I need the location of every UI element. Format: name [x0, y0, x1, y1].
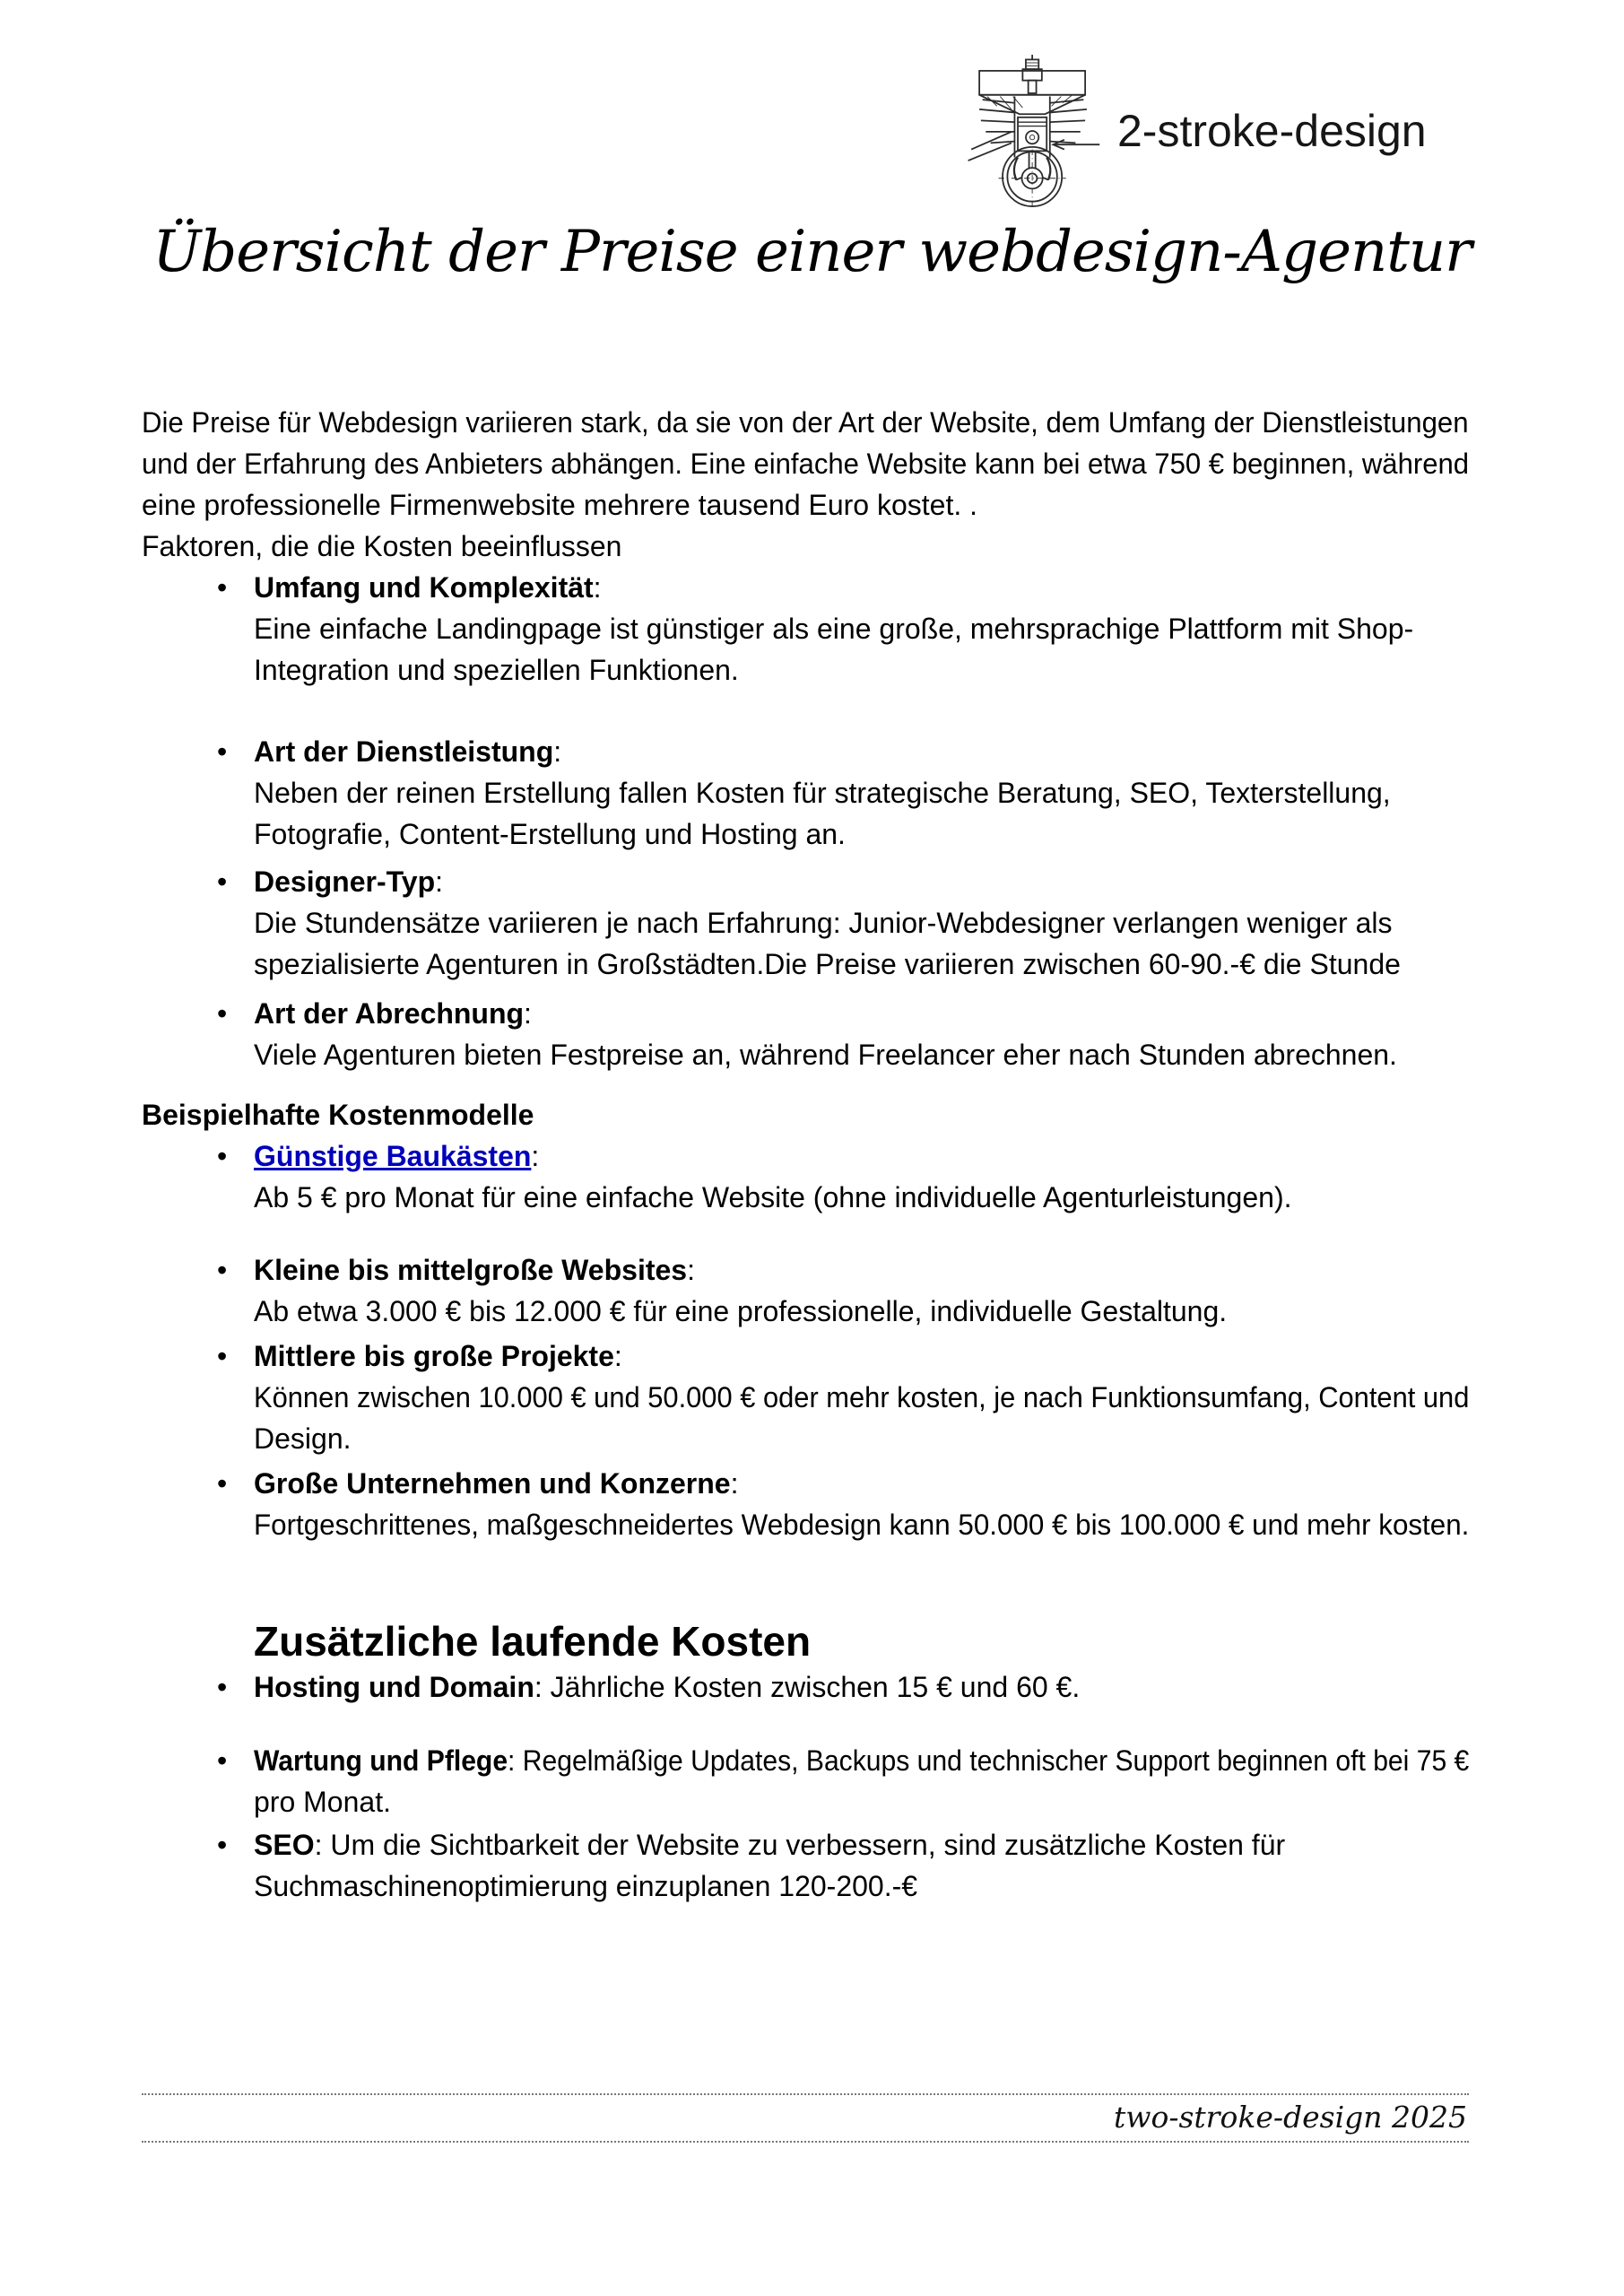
document-body	[142, 402, 1469, 1907]
item-text: : Um die Sichtbarkeit der Website zu verbessern, sind zusätzliche Kosten für	[314, 1829, 1286, 1861]
item-label: Große Unternehmen und Konzerne	[254, 1467, 731, 1500]
item-label: Designer-Typ	[254, 865, 436, 898]
bullet-icon: •	[217, 1254, 228, 1286]
running-costs-list	[142, 1666, 1469, 1907]
bullet-icon: •	[217, 1467, 228, 1500]
colon: :	[524, 997, 532, 1030]
item-text-line	[254, 1740, 1470, 1781]
list-item-abrechnung	[142, 993, 1469, 1075]
item-label: Mittlere bis große Projekte	[254, 1340, 614, 1372]
brand-name: 2-stroke-design	[1117, 106, 1427, 156]
item-desc-line: Neben der reinen Erstellung fallen Kosten für strategische Beratung, SEO, Texterstellung,	[254, 777, 1391, 809]
item-desc-line: Ab 5 € pro Monat für eine einfache Website (ohne individuelle Agenturleistungen).	[254, 1181, 1292, 1213]
item-desc-line: Können zwischen 10.000 € und 50.000 € oder mehr kosten, je nach Funktionsumfang, Content und	[254, 1381, 1470, 1413]
page-title: Übersicht der Preise einer webdesign-Agentur	[152, 219, 1472, 285]
footer-credit: two-stroke-design 2025	[1113, 2100, 1467, 2135]
colon: :	[593, 571, 602, 604]
bullet-icon: •	[217, 997, 228, 1030]
bullet-icon: •	[217, 865, 228, 898]
item-label: Kleine bis mittelgroße Websites	[254, 1254, 688, 1286]
section-heading-laufende-kosten: Zusätzliche laufende Kosten	[254, 1618, 812, 1665]
list-item-kleine-websites	[142, 1249, 1469, 1332]
item-desc-line: Eine einfache Landingpage ist günstiger als eine große, mehrsprachige Plattform mit Shop-	[254, 613, 1414, 645]
two-stroke-engine-logo-icon	[965, 52, 1101, 210]
item-label: Umfang und Komplexität	[254, 571, 594, 604]
models-list	[142, 1135, 1469, 1545]
bullet-icon: •	[217, 1671, 228, 1703]
bullet-icon: •	[217, 1829, 228, 1861]
colon: :	[730, 1467, 739, 1500]
bullet-icon: •	[217, 1744, 228, 1777]
item-label: SEO	[254, 1829, 315, 1861]
item-label-line	[254, 993, 1469, 1034]
list-item-konzerne	[142, 1463, 1469, 1545]
list-item-mittlere-projekte	[142, 1335, 1469, 1459]
section-heading-kostenmodelle: Beispielhafte Kostenmodelle	[142, 1099, 534, 1131]
colon: :	[553, 735, 562, 768]
header	[965, 52, 1427, 210]
item-desc-line: Viele Agenturen bieten Festpreise an, während Freelancer eher nach Stunden abrechnen.	[254, 1039, 1397, 1071]
item-label-line	[254, 861, 1469, 902]
intro-paragraph	[142, 402, 1469, 567]
list-item-seo	[142, 1824, 1469, 1907]
bullet-icon: •	[217, 571, 228, 604]
factors-list	[142, 567, 1469, 1075]
intro-line: eine professionelle Firmenwebsite mehrere tausend Euro kostet. .	[142, 489, 978, 521]
colon: :	[687, 1254, 695, 1286]
item-label-line	[254, 567, 1469, 608]
item-desc-line: Fotografie, Content-Erstellung und Hosting an.	[254, 818, 846, 850]
item-label-line	[254, 1335, 1469, 1377]
list-item-wartung	[142, 1740, 1469, 1822]
intro-line: Faktoren, die die Kosten beeinflussen	[142, 530, 622, 562]
list-item-designer-typ	[142, 861, 1469, 985]
item-label-line	[254, 731, 1469, 772]
list-item-umfang	[142, 567, 1469, 691]
bullet-icon: •	[217, 735, 228, 768]
item-desc-line: Design.	[254, 1422, 352, 1455]
intro-line: Die Preise für Webdesign variieren stark, da sie von der Art der Website, dem Umfang der Dienstleistungen	[142, 406, 1469, 439]
bullet-icon: •	[217, 1340, 228, 1372]
item-label: Hosting und Domain	[254, 1671, 534, 1703]
item-desc-line: Integration und speziellen Funktionen.	[254, 654, 739, 686]
list-item-dienstleistung	[142, 731, 1469, 855]
item-desc-line: spezialisierte Agenturen in Großstädten.Die Preise variieren zwischen 60-90.-€ die Stunde	[254, 948, 1401, 980]
item-label: Art der Dienstleistung	[254, 735, 554, 768]
item-text-line: pro Monat.	[254, 1786, 391, 1818]
intro-line: und der Erfahrung des Anbieters abhängen. Eine einfache Website kann bei etwa 750 € beginnen, während	[142, 448, 1470, 480]
item-text-line	[254, 1666, 1469, 1708]
colon: :	[435, 865, 443, 898]
item-text-line	[254, 1824, 1469, 1866]
footer	[142, 2093, 1469, 2143]
item-label-line	[254, 1463, 1469, 1504]
colon: :	[531, 1140, 540, 1172]
item-text: : Regelmäßige Updates, Backups und technischer Support beginnen oft bei 75 €	[508, 1744, 1470, 1777]
colon: :	[613, 1340, 622, 1372]
item-label-line	[254, 1135, 1469, 1177]
item-label: Wartung und Pflege	[254, 1744, 508, 1777]
item-desc-line: Ab etwa 3.000 € bis 12.000 € für eine professionelle, individuelle Gestaltung.	[254, 1295, 1228, 1327]
item-desc-line: Die Stundensätze variieren je nach Erfahrung: Junior-Webdesigner verlangen weniger als	[254, 907, 1393, 939]
item-desc-line: Fortgeschrittenes, maßgeschneidertes Webdesign kann 50.000 € bis 100.000 € und mehr kosten.	[254, 1509, 1470, 1541]
list-item-baukaesten	[142, 1135, 1469, 1218]
item-text-line: Suchmaschinenoptimierung einzuplanen 120-200.-€	[254, 1870, 918, 1902]
bullet-icon: •	[217, 1140, 228, 1172]
item-label-line	[254, 1249, 1469, 1291]
item-text: : Jährliche Kosten zwischen 15 € und 60 €.	[534, 1671, 1081, 1703]
item-label: Art der Abrechnung	[254, 997, 525, 1030]
list-item-hosting	[142, 1666, 1469, 1708]
baukaesten-link[interactable]: Günstige Baukästen	[254, 1140, 532, 1172]
dotted-rule-bottom	[142, 2141, 1469, 2143]
